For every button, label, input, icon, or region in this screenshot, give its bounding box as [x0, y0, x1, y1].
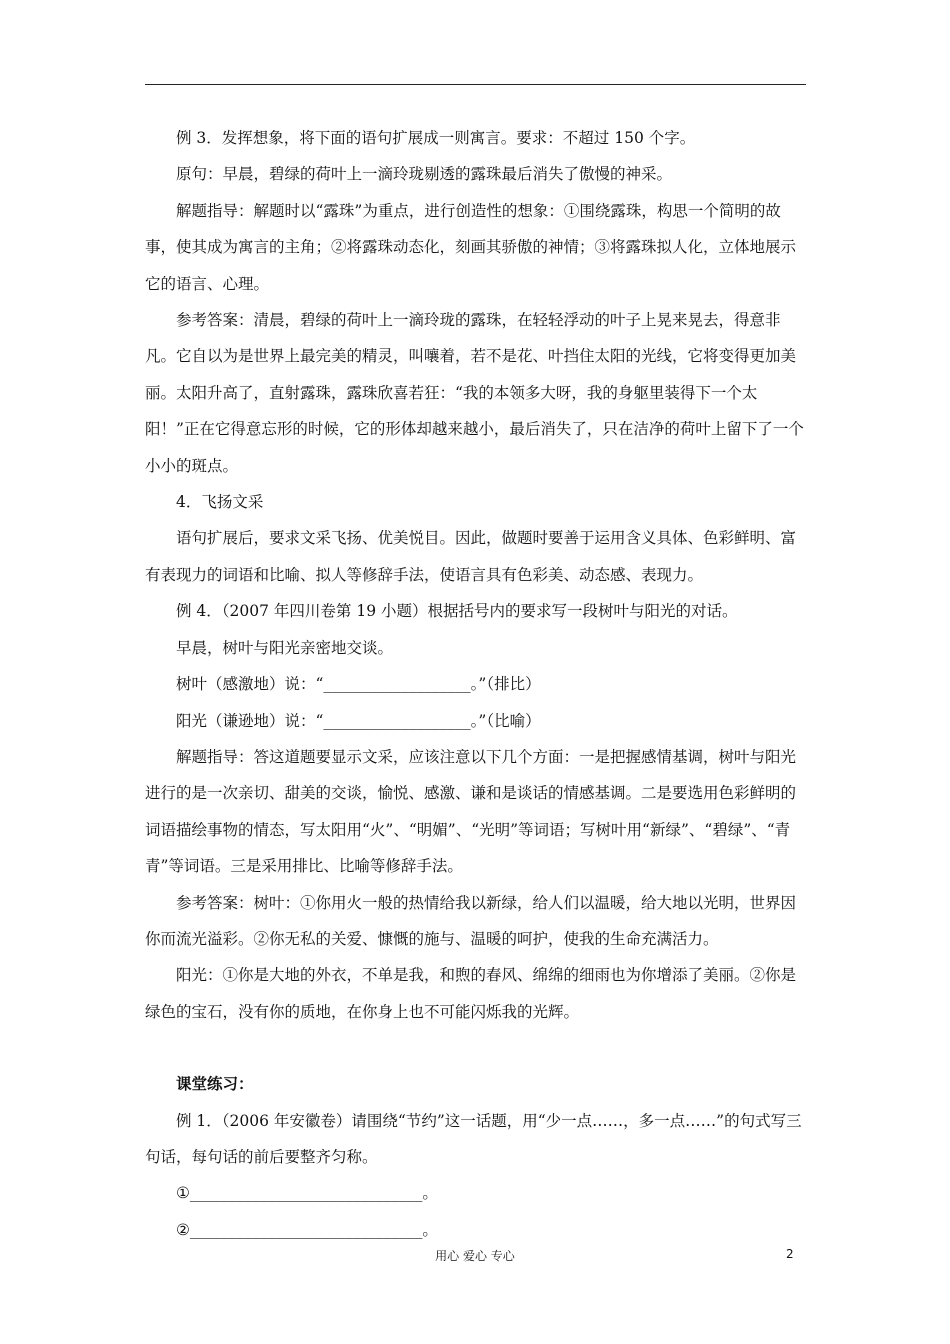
- page-number: 2: [786, 1247, 794, 1261]
- section-gap: [145, 1030, 808, 1066]
- exercise-heading: 课堂练习：: [176, 1074, 254, 1094]
- section-4-heading: 4．飞扬文采: [176, 493, 264, 512]
- example-4-prompt: 例 4．（2007 年四川卷第 19 小题）根据括号内的要求写一段树叶与阳光的对话。: [176, 602, 738, 621]
- example-3-prompt: 例 3．发挥想象，将下面的语句扩展成一则寓言。要求：不超过 150 个字。: [176, 129, 696, 147]
- example-3-original-sentence: 原句：早晨，碧绿的荷叶上一滴玲珑剔透的露珠最后消失了傲慢的神采。: [176, 165, 673, 184]
- example-4-context: 早晨，树叶与阳光亲密地交谈。: [176, 638, 394, 657]
- example-4-leaf-blank: 树叶（感激地）说：“___________________。”（排比）: [176, 675, 541, 694]
- exercise-1-blank-2: ②______________________________。: [176, 1220, 438, 1239]
- example-4-guidance: 解题指导：答这道题要显示文采，应该注意以下几个方面：一是把握感情基调，树叶与阳光进行的是一次亲切、甜美的交谈，愉悦、感激、谦和是谈话的情感基调。二是要选用色彩鲜明的词语描绘事物的情态，写太阳用“火”、“明媚”、“光明”等词语；写树叶用“新绿”、“碧绿”、“青青”等词语。三是采用排比、比喻等修辞手法。: [145, 747, 797, 876]
- document-body: [145, 120, 808, 1248]
- section-4-body: 语句扩展后，要求文采飞扬、优美悦目。因此，做题时要善于运用含义具体、色彩鲜明、富有表现力的词语和比喻、拟人等修辞手法，使语言具有色彩美、动态感、表现力。: [145, 529, 797, 584]
- example-3-guidance: 解题指导：解题时以“露珠”为重点，进行创造性的想象：①围绕露珠，构思一个简明的故事，使其成为寓言的主角；②将露珠动态化，刻画其骄傲的神情；③将露珠拟人化，立体地展示它的语言、心理。: [145, 201, 797, 293]
- example-3-answer: 参考答案：清晨，碧绿的荷叶上一滴玲珑的露珠，在轻轻浮动的叶子上晃来晃去，得意非凡。它自以为是世界上最完美的精灵，叫嚷着，若不是花、叶挡住太阳的光线，它将变得更加美丽。太阳升高了，直射露珠，露珠欣喜若狂：“我的本领多大呀，我的身躯里装得下一个太阳！”正在它得意忘形的时候，它的形体却越来越小，最后消失了，只在洁净的荷叶上留下了一个小小的斑点。: [145, 311, 804, 475]
- example-4-answer-leaf: 参考答案：树叶：①你用火一般的热情给我以新绿，给人们以温暖，给大地以光明，世界因你而流光溢彩。②你无私的关爱、慷慨的施与、温暖的呵护，使我的生命充满活力。: [145, 893, 797, 948]
- footer-slogan: 用心 爱心 专心: [435, 1249, 515, 1263]
- example-4-sun-blank: 阳光（谦逊地）说：“___________________。”（比喻）: [176, 711, 541, 730]
- example-4-answer-sun: 阳光：①你是大地的外衣，不单是我，和煦的春风、绵绵的细雨也为你增添了美丽。②你是绿色的宝石，没有你的质地，在你身上也不可能闪烁我的光辉。: [145, 966, 797, 1021]
- exercise-1-blank-1: ①______________________________。: [176, 1184, 438, 1203]
- exercise-1-prompt: 例 1．（2006 年安徽卷）请围绕“节约”这一话题，用“少一点……，多一点……”的句式写三句话，每句话的前后要整齐匀称。: [145, 1111, 802, 1166]
- header-rule: [145, 84, 806, 85]
